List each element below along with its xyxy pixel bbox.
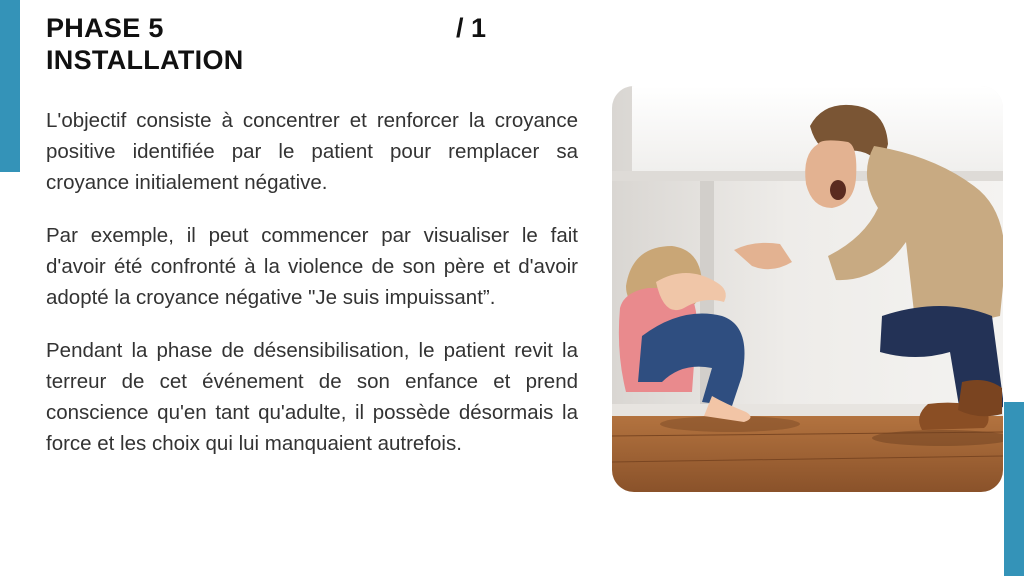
photo-scene [612,86,1003,492]
paragraph-desensitization: Pendant la phase de désensibilisation, le patient revit la terreur de cet événement de son enfance et prend conscience qu'en tant qu'adulte, il possède désormais la force et les choix qui lui manquaient autrefois. [46,339,578,455]
slide-title [46,12,244,76]
paragraph-example: Par exemple, il peut commencer par visualiser le fait d'avoir été confronté à la violence de son père et d'avoir adopté la croyance négative "Je suis impuissant”. [46,224,578,309]
paragraph-objective: L'objectif consiste à concentrer et renforcer la croyance positive identifiée par le patient pour remplacer sa croyance initialement négative. [46,109,578,194]
accent-bar-left [0,0,20,172]
title-line-phase: PHASE 5 [46,13,164,43]
body-text [46,105,578,481]
illustration-photo [612,86,1003,492]
accent-bar-right [1004,402,1024,576]
title-line-installation: INSTALLATION [46,45,244,75]
slide-counter: / 1 [456,13,487,43]
